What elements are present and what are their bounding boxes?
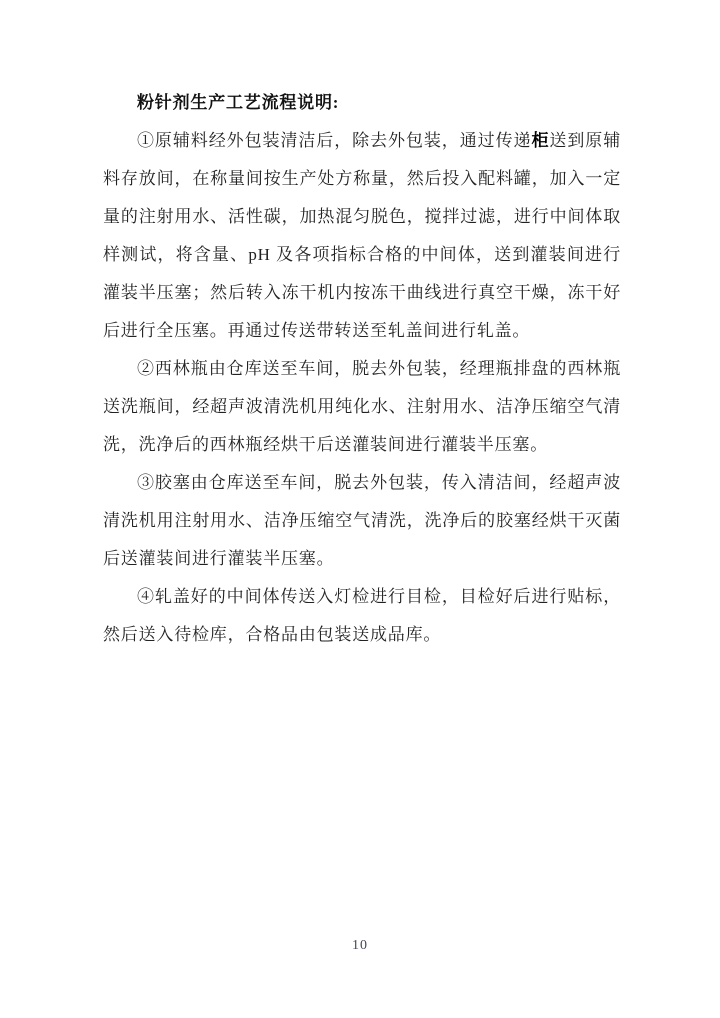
paragraph-1 xyxy=(103,122,621,350)
section-title: 粉针剂生产工艺流程说明: xyxy=(137,93,340,112)
substituted-font-glyph: 柜 xyxy=(531,131,550,150)
page-footer xyxy=(0,936,720,954)
page-number: 10 xyxy=(352,938,368,953)
paragraph-3: ③胶塞由仓库送至车间，脱去外包装，传入清洁间，经超声波清洗机用注射用水、洁净压缩空气清洗，洗净后的胶塞经烘干灭菌后送灌装间进行灌装半压塞。 xyxy=(103,473,621,568)
paragraph-4: ④轧盖好的中间体传送入灯检进行目检，目检好后进行贴标，然后送入待检库，合格品由包装送成品库。 xyxy=(103,587,621,644)
document-body xyxy=(103,84,621,654)
paragraph-1-text-post: 送到原辅料存放间，在称量间按生产处方称量，然后投入配料罐，加入一定量的注射用水、活性碳，加热混匀脱色，搅拌过滤，进行中间体取样测试，将含量、pH 及各项指标合格的中间体，送到灌装间进行灌装半压塞；然后转入冻干机内按冻干曲线进行真空干燥，冻干好后进行全压塞。再通过传送带转送至轧盖间进行轧盖。 xyxy=(103,131,621,340)
paragraph-1-text-pre: ①原辅料经外包装清洁后，除去外包装，通过传递 xyxy=(137,131,532,150)
paragraph-2: ②西林瓶由仓库送至车间，脱去外包装，经理瓶排盘的西林瓶送洗瓶间，经超声波清洗机用纯化水、注射用水、洁净压缩空气清洗，洗净后的西林瓶经烘干后送灌装间进行灌装半压塞。 xyxy=(103,359,621,454)
